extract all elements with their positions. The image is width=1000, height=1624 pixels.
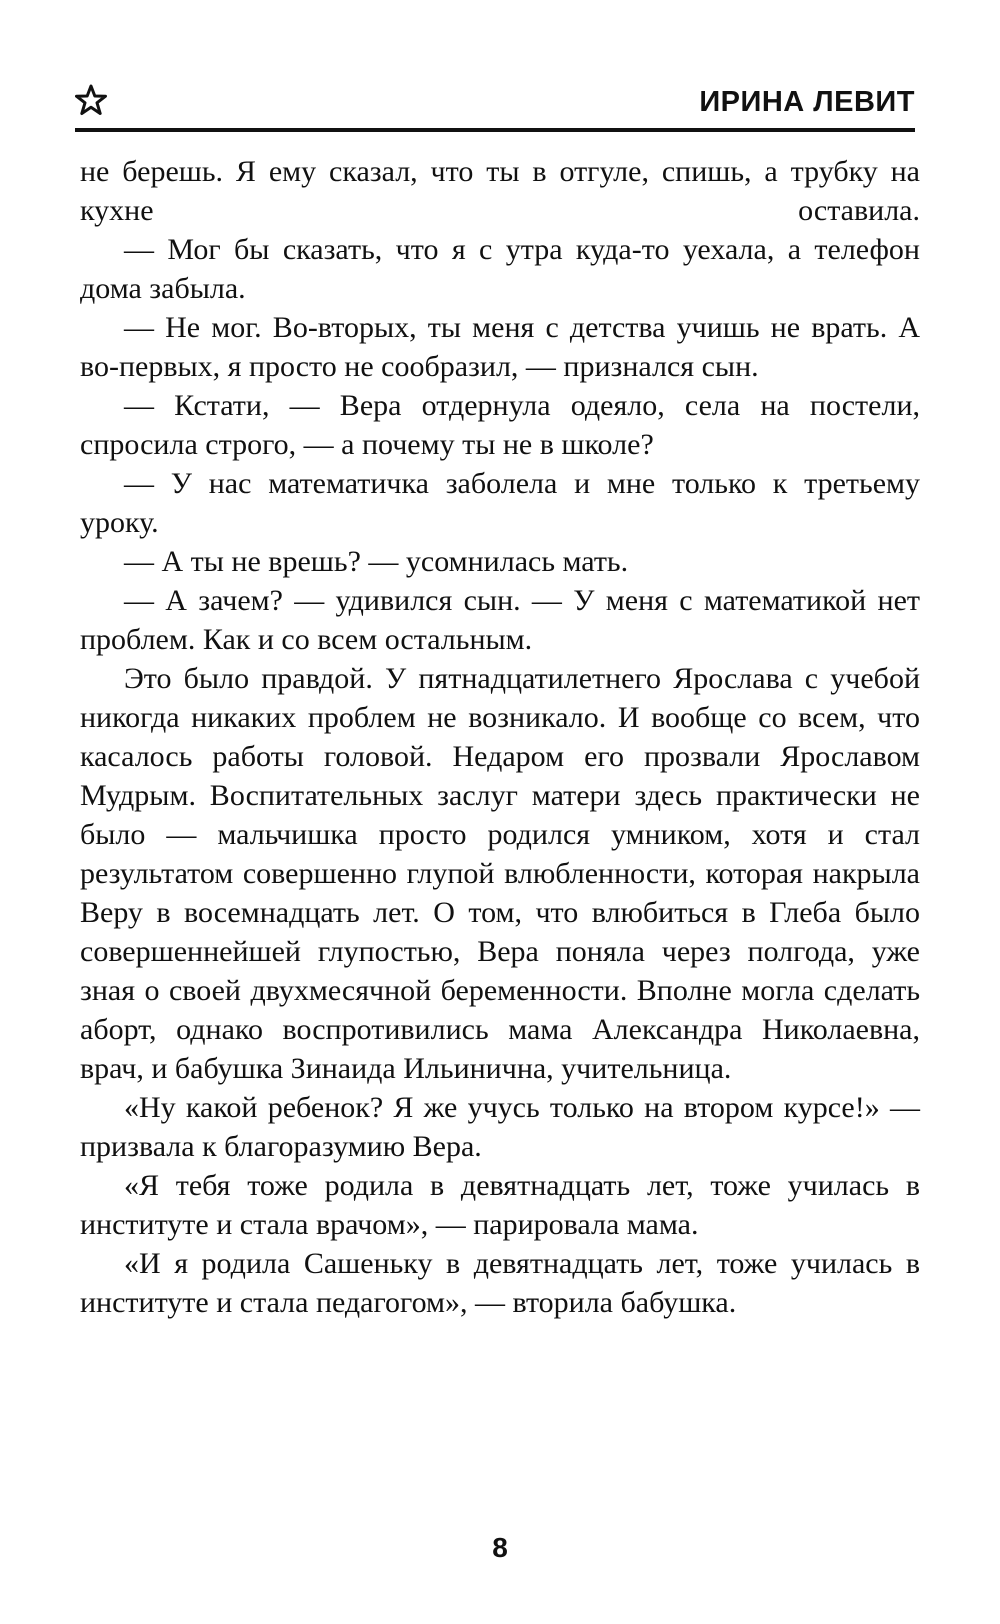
running-header bbox=[75, 82, 915, 132]
paragraph: «Ну какой ребенок? Я же учусь только на втором курсе!» — призвала к благоразумию Вера. bbox=[80, 1091, 920, 1163]
paragraph: Это было правдой. У пятнадцатилетнего Ярослава с учебой никогда никаких проблем не возникало. И вообще со всем, что касалось работы головой. Недаром его прозвали Ярославом Мудрым. Воспитательных заслуг матери здесь практически не было — мальчишка просто родился умником, хотя и стал результатом совершенно глупой влюбленности, которая накрыла Веру в восемнадцать лет. О том, что влюбиться в Глеба было совершеннейшей глупостью, Вера поняла через полгода, уже зная о своей двухмесячной беременности. Вполне могла сделать аборт, однако воспротивились мама Александра Николаевна, врач, и бабушка Зинаида Ильинична, учительница. bbox=[80, 662, 920, 1085]
body-text bbox=[80, 152, 920, 1322]
paragraph: — Мог бы сказать, что я с утра куда-то уехала, а телефон дома забыла. bbox=[80, 233, 920, 305]
author-name: ИРИНА ЛЕВИТ bbox=[699, 86, 915, 118]
paragraph: «Я тебя тоже родила в девятнадцать лет, тоже училась в институте и стала врачом», — парировала мама. bbox=[80, 1169, 920, 1241]
paragraph: — А зачем? — удивился сын. — У меня с математикой нет проблем. Как и со всем остальным. bbox=[80, 584, 920, 656]
paragraph: не берешь. Я ему сказал, что ты в отгуле, спишь, а трубку на кухне оставила. bbox=[80, 155, 920, 227]
star-outline-icon bbox=[75, 84, 107, 116]
paragraph: «И я родила Сашеньку в девятнадцать лет, тоже училась в институте и стала педагогом», — вторила бабушка. bbox=[80, 1247, 920, 1319]
paragraph: — А ты не врешь? — усомнилась мать. bbox=[124, 545, 629, 578]
paragraph: — Не мог. Во-вторых, ты меня с детства учишь не врать. А во-первых, я просто не сообразил, — признался сын. bbox=[80, 311, 920, 383]
paragraph: — Кстати, — Вера отдернула одеяло, села на постели, спросила строго, — а почему ты не в школе? bbox=[80, 389, 920, 461]
paragraph: — У нас математичка заболела и мне только к третьему уроку. bbox=[80, 467, 920, 539]
page-number: 8 bbox=[492, 1532, 508, 1563]
